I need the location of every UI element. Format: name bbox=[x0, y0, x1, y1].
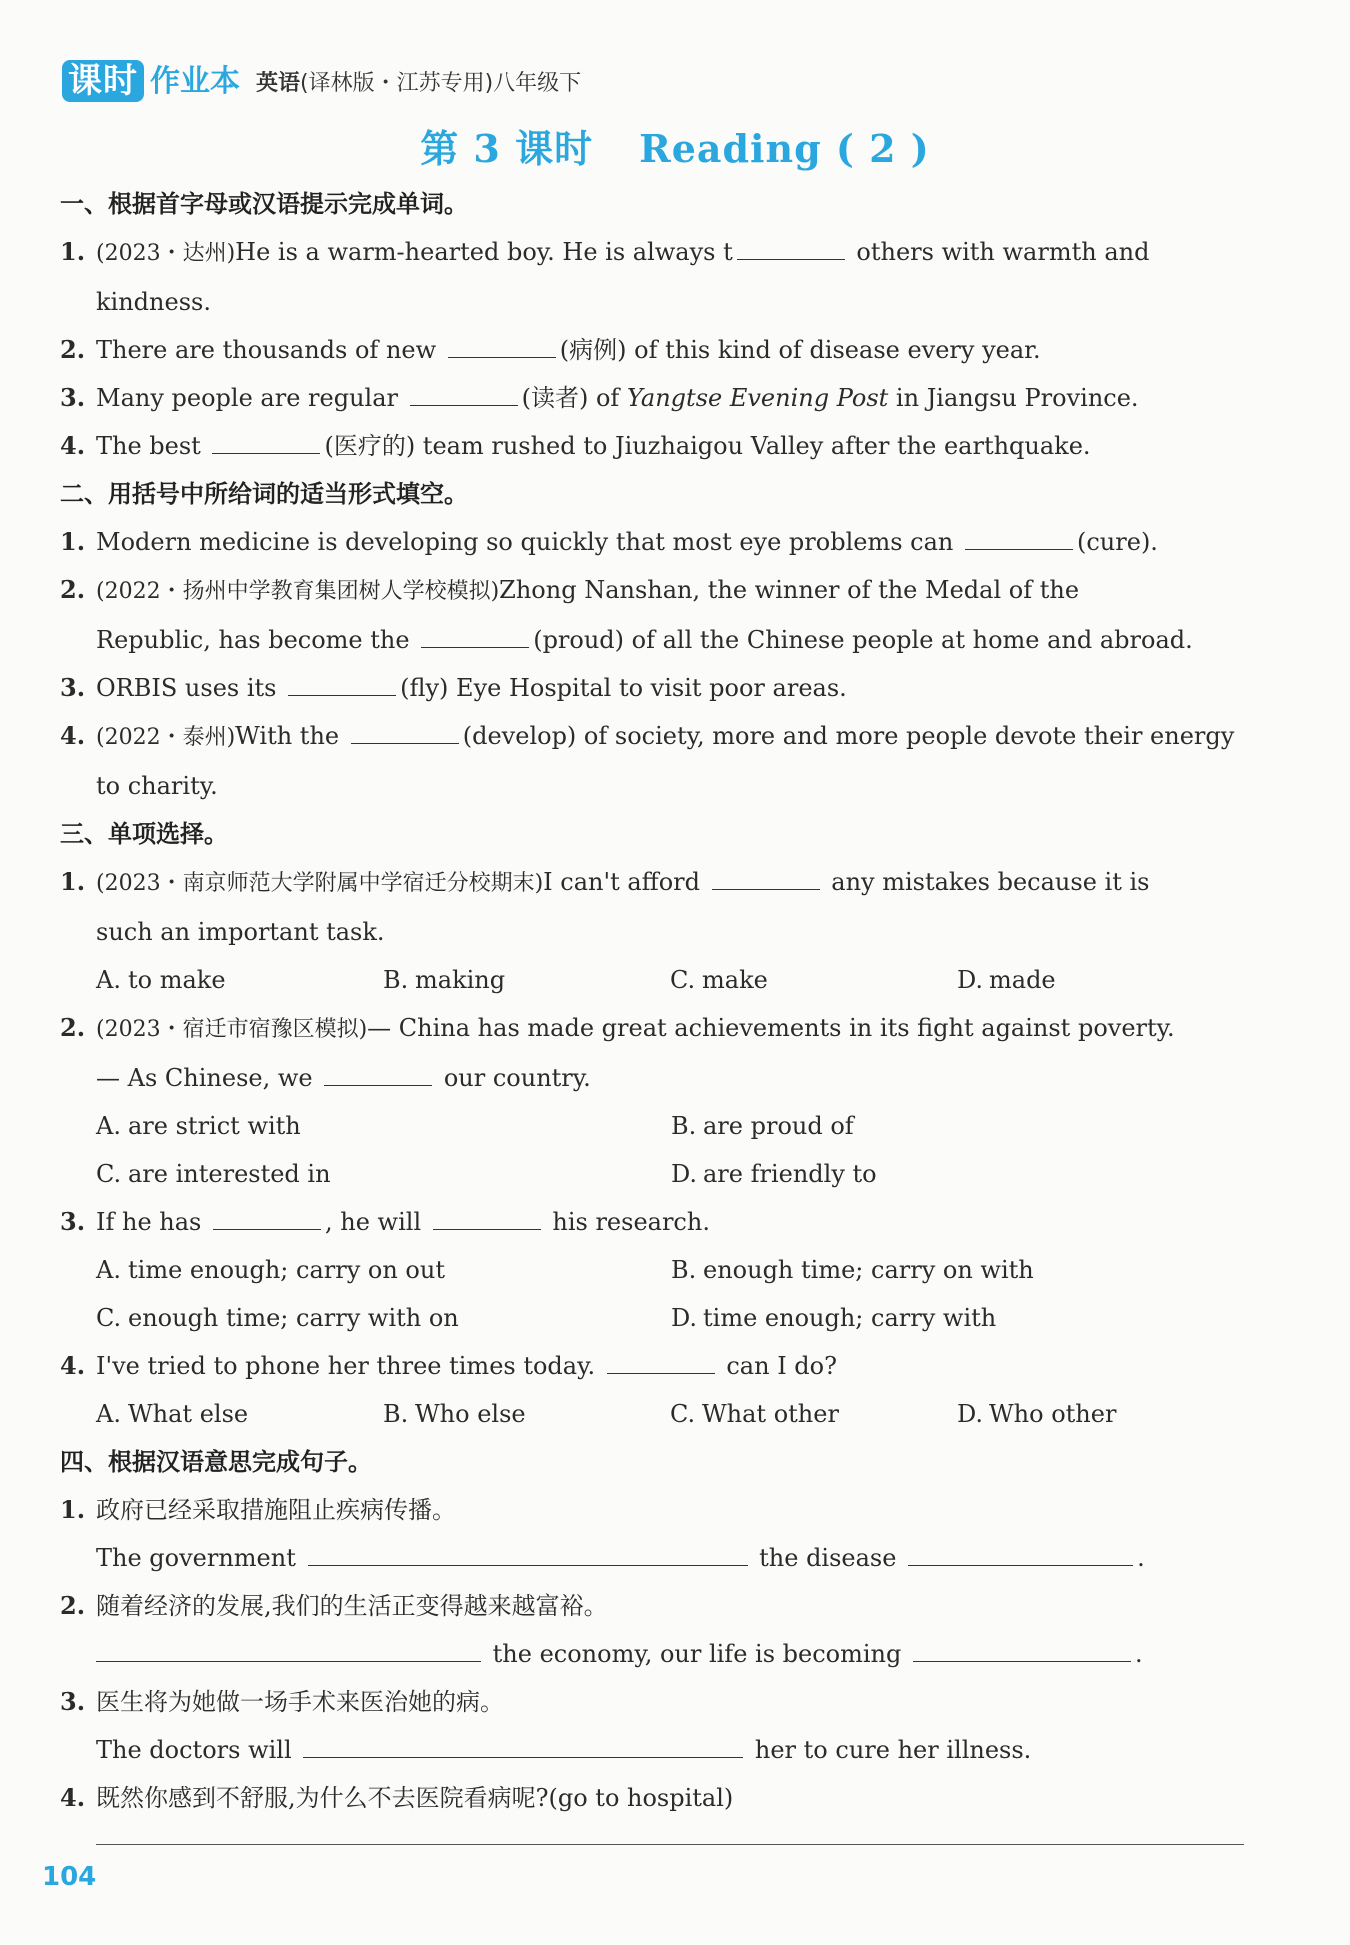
answer-blank[interactable] bbox=[410, 383, 518, 406]
option-text: are interested in bbox=[128, 1160, 331, 1188]
option-letter: C. bbox=[670, 966, 696, 994]
option-letter: D. bbox=[957, 1400, 984, 1428]
answer-option[interactable] bbox=[670, 1390, 957, 1438]
question-text: . bbox=[1134, 1640, 1143, 1668]
question-item bbox=[60, 1774, 1250, 1822]
chinese-prompt: 既然你感到不舒服,为什么不去医院看病呢?(go to hospital) bbox=[96, 1784, 734, 1812]
question-source: (2022・泰州) bbox=[96, 725, 236, 750]
chinese-prompt: 政府已经采取措施阻止疾病传播。 bbox=[96, 1496, 456, 1524]
section-heading: 二、用括号中所给词的适当形式填空。 bbox=[60, 480, 468, 508]
subject-bold: 英语 bbox=[256, 71, 301, 96]
question-text: Zhong Nanshan, the winner of the Medal of the bbox=[499, 576, 1080, 604]
option-text: Who else bbox=[415, 1400, 526, 1428]
question-number: 2. bbox=[60, 1591, 86, 1620]
question-item bbox=[60, 566, 1250, 664]
question-text: (fly) Eye Hospital to visit poor areas. bbox=[400, 674, 847, 702]
question-text: others with warmth and bbox=[848, 238, 1150, 266]
answer-option[interactable] bbox=[96, 1150, 671, 1198]
chinese-prompt: 医生将为她做一场手术来医治她的病。 bbox=[96, 1688, 504, 1716]
newspaper-title: Yangtse Evening Post bbox=[626, 384, 889, 412]
question-text: I can't afford bbox=[543, 868, 708, 896]
option-row bbox=[60, 1294, 1250, 1342]
question-source: (2023・宿迁市宿豫区模拟) bbox=[96, 1017, 368, 1042]
question-text: such an important task. bbox=[96, 918, 385, 946]
section-heading: 一、根据首字母或汉语提示完成单词。 bbox=[60, 190, 468, 218]
question-text: (cure). bbox=[1077, 528, 1158, 556]
option-text: enough time; carry with on bbox=[128, 1304, 459, 1332]
question-text: There are thousands of new bbox=[96, 336, 444, 364]
question-text: her to cure her illness. bbox=[747, 1736, 1032, 1764]
answer-blank[interactable] bbox=[308, 1543, 748, 1566]
option-row bbox=[60, 1246, 1250, 1294]
question-item bbox=[60, 664, 1250, 712]
answer-blank[interactable] bbox=[908, 1543, 1133, 1566]
question-text: Modern medicine is developing so quickly that most eye problems can bbox=[96, 528, 961, 556]
option-letter: C. bbox=[96, 1304, 122, 1332]
question-item bbox=[60, 858, 1250, 956]
option-text: making bbox=[415, 966, 506, 994]
answer-option[interactable] bbox=[96, 1102, 671, 1150]
question-item bbox=[60, 518, 1250, 566]
answer-option[interactable] bbox=[96, 1294, 671, 1342]
question-text: (医疗的) team rushed to Jiuzhaigou Valley after the earthquake. bbox=[324, 432, 1091, 460]
option-letter: D. bbox=[671, 1304, 698, 1332]
option-letter: B. bbox=[383, 1400, 409, 1428]
question-number: 3. bbox=[60, 383, 86, 412]
option-text: time enough; carry on out bbox=[128, 1256, 445, 1284]
option-letter: C. bbox=[670, 1400, 696, 1428]
question-text: Republic, has become the bbox=[96, 626, 418, 654]
option-row bbox=[60, 1150, 1250, 1198]
question-number: 2. bbox=[60, 1013, 86, 1042]
option-letter: A. bbox=[96, 1256, 121, 1284]
answer-blank[interactable] bbox=[213, 1207, 321, 1230]
page-number: 104 bbox=[42, 1862, 97, 1892]
question-source: (2023・南京师范大学附属中学宿迁分校期末) bbox=[96, 871, 544, 896]
question-item bbox=[60, 1004, 1250, 1102]
answer-blank[interactable] bbox=[303, 1735, 743, 1758]
option-letter: B. bbox=[671, 1112, 697, 1140]
answer-blank[interactable] bbox=[324, 1063, 432, 1086]
question-item bbox=[60, 1678, 1250, 1774]
logo-tail: 作业本 bbox=[150, 64, 240, 99]
logo-main: 课时 bbox=[62, 60, 144, 102]
question-text: can I do? bbox=[718, 1352, 837, 1380]
question-number: 4. bbox=[60, 1783, 86, 1812]
question-number: 4. bbox=[60, 721, 86, 750]
answer-blank[interactable] bbox=[737, 237, 845, 260]
answer-option[interactable] bbox=[96, 1390, 383, 1438]
answer-option[interactable] bbox=[383, 1390, 670, 1438]
question-text: (读者) of bbox=[521, 384, 627, 412]
question-text: the economy, our life is becoming bbox=[485, 1640, 909, 1668]
header bbox=[62, 58, 581, 102]
option-text: are friendly to bbox=[703, 1160, 877, 1188]
question-text: the disease bbox=[751, 1544, 905, 1572]
question-text: — China has made great achievements in its fight against poverty. bbox=[367, 1014, 1175, 1042]
option-letter: A. bbox=[96, 1400, 121, 1428]
question-number: 4. bbox=[60, 1351, 86, 1380]
answer-option[interactable] bbox=[670, 956, 957, 1004]
option-text: What else bbox=[128, 1400, 249, 1428]
answer-option[interactable] bbox=[957, 956, 1244, 1004]
question-text: any mistakes because it is bbox=[823, 868, 1150, 896]
question-number: 3. bbox=[60, 1687, 86, 1716]
question-text: I've tried to phone her three times today. bbox=[96, 1352, 603, 1380]
question-text: in Jiangsu Province. bbox=[888, 384, 1139, 412]
option-text: are strict with bbox=[128, 1112, 301, 1140]
lesson-number: 第 3 课时 bbox=[420, 126, 594, 171]
option-text: Who other bbox=[989, 1400, 1117, 1428]
question-text: our country. bbox=[436, 1064, 591, 1092]
question-text: The best bbox=[96, 432, 209, 460]
option-letter: D. bbox=[957, 966, 984, 994]
question-text: He is a warm-hearted boy. He is always t bbox=[235, 238, 733, 266]
answer-blank[interactable] bbox=[448, 335, 556, 358]
option-row bbox=[60, 1102, 1250, 1150]
option-letter: B. bbox=[671, 1256, 697, 1284]
question-text: Many people are regular bbox=[96, 384, 406, 412]
option-text: make bbox=[702, 966, 768, 994]
answer-blank[interactable] bbox=[96, 1639, 481, 1662]
question-text: — As Chinese, we bbox=[96, 1064, 321, 1092]
option-text: time enough; carry with bbox=[703, 1304, 997, 1332]
option-letter: C. bbox=[96, 1160, 122, 1188]
answer-option[interactable] bbox=[96, 956, 383, 1004]
answer-blank[interactable] bbox=[433, 1207, 541, 1230]
section-heading: 四、根据汉语意思完成句子。 bbox=[60, 1448, 372, 1476]
question-item bbox=[60, 1486, 1250, 1582]
question-item bbox=[60, 1198, 1250, 1246]
answer-blank[interactable] bbox=[351, 721, 459, 744]
answer-option[interactable] bbox=[671, 1294, 1246, 1342]
option-text: made bbox=[989, 966, 1056, 994]
question-item bbox=[60, 1582, 1250, 1678]
question-text: The doctors will bbox=[96, 1736, 300, 1764]
question-text: (病例) of this kind of disease every year. bbox=[559, 336, 1041, 364]
lesson-name: Reading ( 2 ) bbox=[639, 126, 930, 171]
answer-option[interactable] bbox=[96, 1246, 671, 1294]
option-text: to make bbox=[128, 966, 226, 994]
answer-option[interactable] bbox=[671, 1246, 1246, 1294]
question-item bbox=[60, 374, 1250, 422]
option-text: are proud of bbox=[703, 1112, 854, 1140]
question-item bbox=[60, 422, 1250, 470]
answer-option[interactable] bbox=[957, 1390, 1244, 1438]
answer-blank[interactable] bbox=[212, 431, 320, 454]
question-number: 2. bbox=[60, 575, 86, 604]
question-text: With the bbox=[235, 722, 347, 750]
answer-blank[interactable] bbox=[913, 1639, 1131, 1662]
option-letter: A. bbox=[96, 966, 121, 994]
subject-label bbox=[256, 66, 581, 102]
answer-line[interactable] bbox=[96, 1844, 1244, 1845]
answer-blank[interactable] bbox=[421, 625, 529, 648]
question-number: 3. bbox=[60, 1207, 86, 1236]
option-row bbox=[60, 956, 1250, 1004]
option-letter: A. bbox=[96, 1112, 121, 1140]
answer-blank[interactable] bbox=[607, 1351, 715, 1374]
question-source: (2022・扬州中学教育集团树人学校模拟) bbox=[96, 579, 500, 604]
option-text: enough time; carry on with bbox=[703, 1256, 1034, 1284]
question-text: (develop) of society, more and more people devote their energy bbox=[462, 722, 1235, 750]
question-item bbox=[60, 326, 1250, 374]
question-text: kindness. bbox=[96, 288, 211, 316]
brand-logo bbox=[62, 60, 240, 102]
question-item bbox=[60, 712, 1250, 810]
question-text: . bbox=[1137, 1544, 1145, 1572]
answer-blank[interactable] bbox=[712, 867, 820, 890]
question-source: (2023・达州) bbox=[96, 241, 236, 266]
option-letter: D. bbox=[671, 1160, 698, 1188]
question-item bbox=[60, 228, 1250, 326]
question-number: 1. bbox=[60, 867, 86, 896]
answer-option[interactable] bbox=[383, 956, 670, 1004]
question-text: If he has bbox=[96, 1208, 209, 1236]
question-text: The government bbox=[96, 1544, 304, 1572]
question-number: 4. bbox=[60, 431, 86, 460]
answer-option[interactable] bbox=[671, 1102, 1246, 1150]
answer-blank[interactable] bbox=[288, 673, 396, 696]
option-row bbox=[60, 1390, 1250, 1438]
question-number: 2. bbox=[60, 335, 86, 364]
option-letter: B. bbox=[383, 966, 409, 994]
answer-option[interactable] bbox=[671, 1150, 1246, 1198]
question-number: 1. bbox=[60, 1495, 86, 1524]
exercise-content bbox=[60, 180, 1250, 1822]
question-text: to charity. bbox=[96, 772, 218, 800]
subject-rest: (译林版・江苏专用)八年级下 bbox=[300, 71, 582, 96]
question-item bbox=[60, 1342, 1250, 1390]
chinese-prompt: 随着经济的发展,我们的生活正变得越来越富裕。 bbox=[96, 1592, 608, 1620]
question-text: , he will bbox=[325, 1208, 429, 1236]
question-number: 1. bbox=[60, 237, 86, 266]
question-text: (proud) of all the Chinese people at home and abroad. bbox=[533, 626, 1193, 654]
question-number: 1. bbox=[60, 527, 86, 556]
question-text: ORBIS uses its bbox=[96, 674, 285, 702]
question-text: his research. bbox=[544, 1208, 710, 1236]
lesson-title bbox=[0, 118, 1350, 173]
question-number: 3. bbox=[60, 673, 86, 702]
answer-blank[interactable] bbox=[965, 527, 1073, 550]
section-heading: 三、单项选择。 bbox=[60, 820, 228, 848]
option-text: What other bbox=[702, 1400, 839, 1428]
